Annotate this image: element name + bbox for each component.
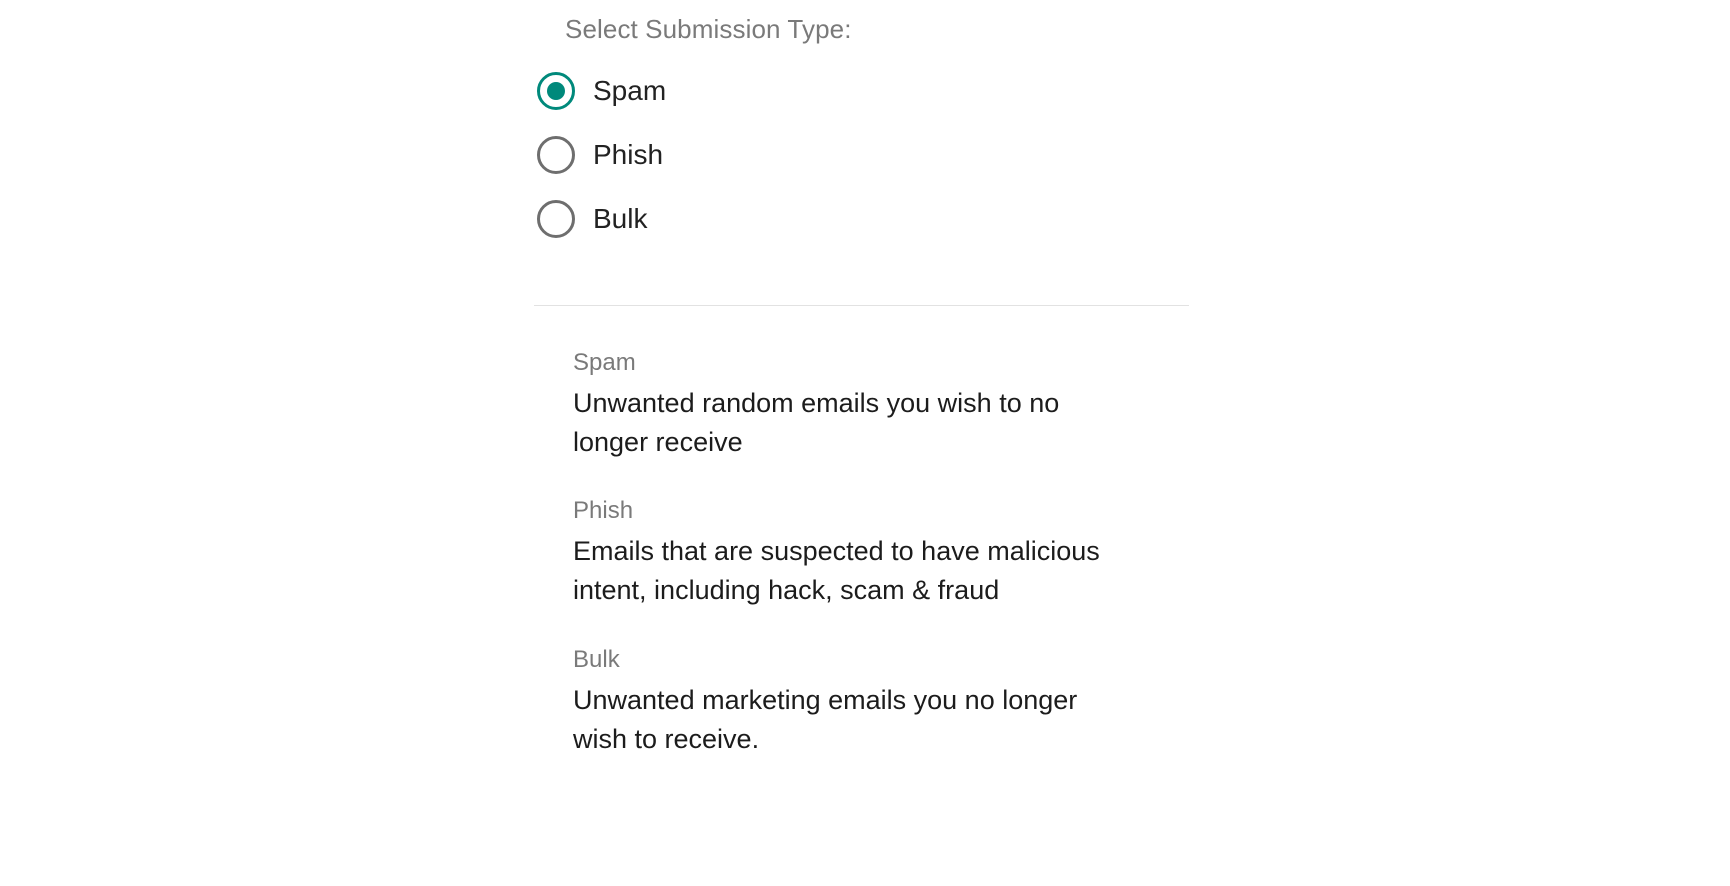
radio-option-label-spam: Spam xyxy=(593,75,667,107)
radio-option-spam[interactable] xyxy=(537,59,1257,123)
radio-option-bulk[interactable] xyxy=(537,187,1257,251)
definitions-list xyxy=(573,348,1173,793)
radio-unselected-icon[interactable] xyxy=(537,136,575,174)
radio-option-label-bulk: Bulk xyxy=(593,203,648,235)
submission-type-legend: Select Submission Type: xyxy=(565,14,852,44)
definition-term-bulk: Bulk xyxy=(573,645,620,673)
submission-type-radio-group[interactable] xyxy=(537,59,1257,251)
definition-description-spam: Unwanted random emails you wish to no longer receive xyxy=(573,388,1060,458)
radio-option-label-phish: Phish xyxy=(593,139,664,171)
definition-description-bulk: Unwanted marketing emails you no longer wish to receive. xyxy=(573,684,1078,754)
submission-type-form xyxy=(537,14,1257,251)
section-divider xyxy=(534,305,1189,306)
definition-item-bulk xyxy=(573,645,1173,759)
definition-description-phish: Emails that are suspected to have malicious intent, including hack, scam & fraud xyxy=(573,536,1100,606)
definition-item-phish xyxy=(573,496,1173,610)
radio-option-phish[interactable] xyxy=(537,123,1257,187)
radio-unselected-icon[interactable] xyxy=(537,200,575,238)
definition-term-spam: Spam xyxy=(573,349,636,376)
definition-item-spam xyxy=(573,348,1173,462)
radio-selected-icon[interactable] xyxy=(537,72,575,110)
definition-term-phish: Phish xyxy=(573,497,634,525)
